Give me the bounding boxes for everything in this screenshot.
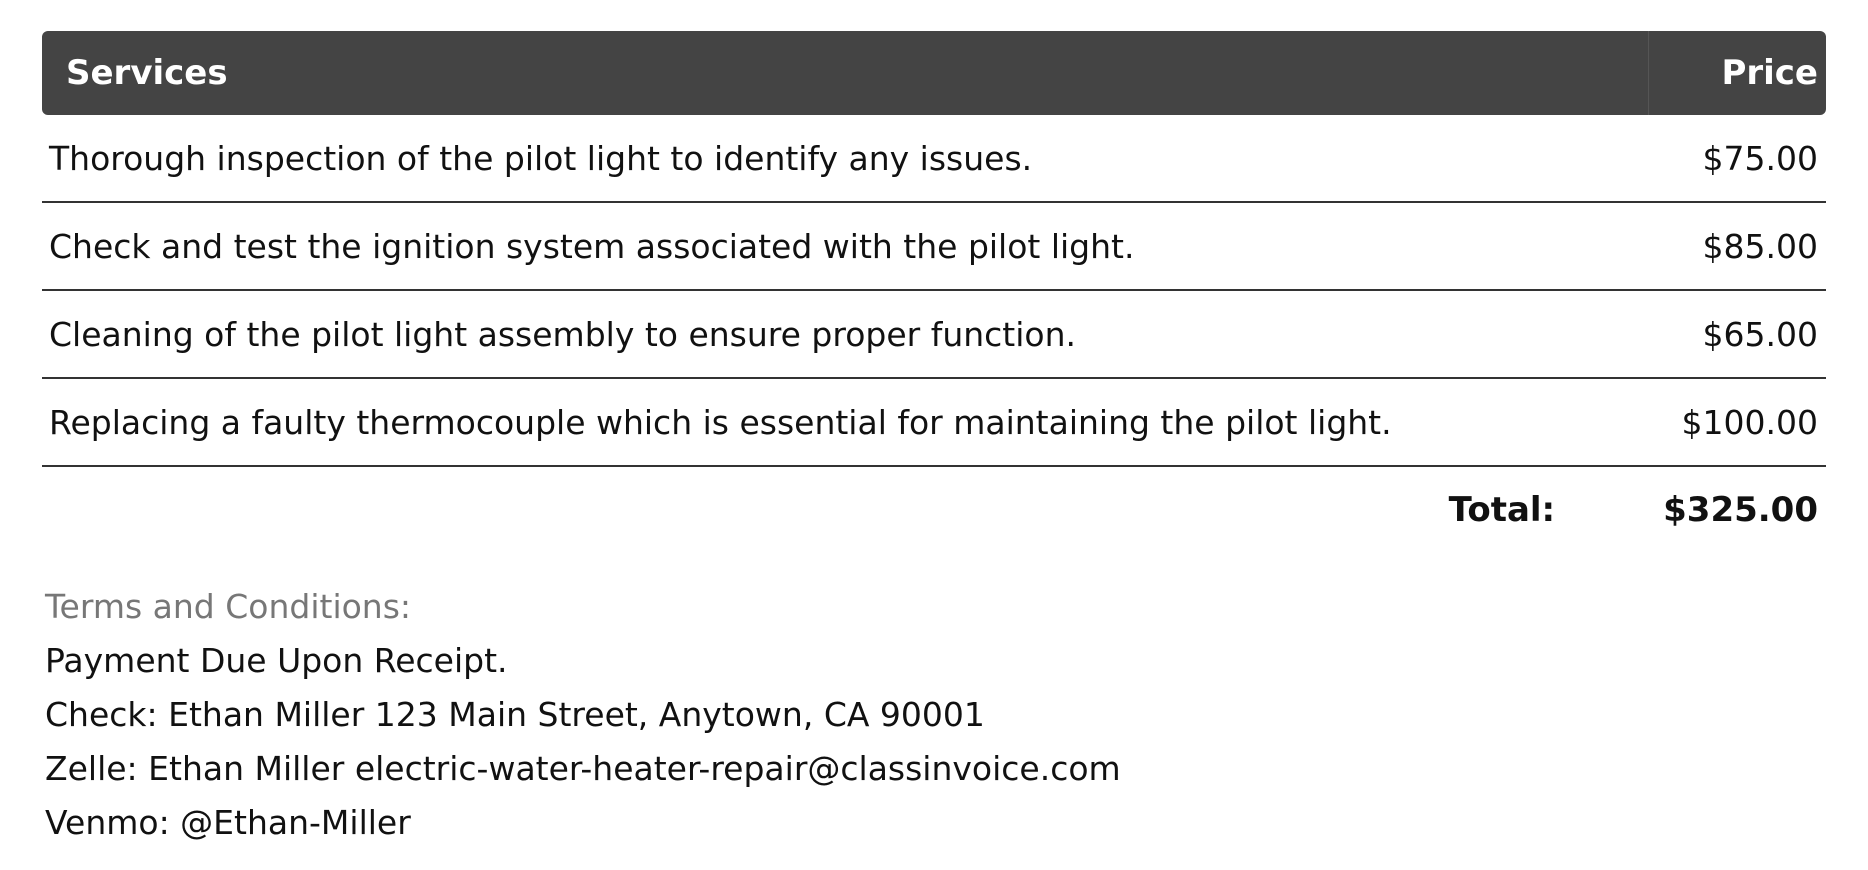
price-column-header: Price bbox=[1721, 53, 1818, 93]
zelle-payment-info: Zelle: Ethan Miller electric-water-heater-repair@classinvoice.com bbox=[45, 749, 1121, 788]
table-row bbox=[42, 115, 1826, 203]
check-payment-info: Check: Ethan Miller 123 Main Street, Anytown, CA 90001 bbox=[45, 695, 985, 734]
total-row bbox=[42, 467, 1826, 553]
service-description: Cleaning of the pilot light assembly to ensure proper function. bbox=[49, 314, 1076, 354]
terms-heading: Terms and Conditions: bbox=[45, 587, 412, 626]
service-price: $75.00 bbox=[1702, 138, 1818, 178]
service-price: $100.00 bbox=[1681, 402, 1818, 442]
table-row bbox=[42, 379, 1826, 467]
services-table bbox=[42, 31, 1826, 553]
table-header bbox=[42, 31, 1826, 115]
total-label: Total: bbox=[1448, 490, 1556, 530]
service-description: Thorough inspection of the pilot light to identify any issues. bbox=[49, 138, 1033, 178]
venmo-payment-info: Venmo: @Ethan-Miller bbox=[45, 803, 411, 842]
services-column-header: Services bbox=[66, 53, 228, 93]
table-row bbox=[42, 291, 1826, 379]
service-price: $65.00 bbox=[1702, 314, 1818, 354]
service-description: Replacing a faulty thermocouple which is essential for maintaining the pilot light. bbox=[49, 402, 1392, 442]
total-value: $325.00 bbox=[1663, 490, 1818, 530]
service-price: $85.00 bbox=[1702, 226, 1818, 266]
column-divider bbox=[1648, 31, 1649, 115]
table-row bbox=[42, 203, 1826, 291]
service-description: Check and test the ignition system associated with the pilot light. bbox=[49, 226, 1135, 266]
payment-due-note: Payment Due Upon Receipt. bbox=[45, 641, 508, 680]
terms-section bbox=[45, 580, 1121, 850]
